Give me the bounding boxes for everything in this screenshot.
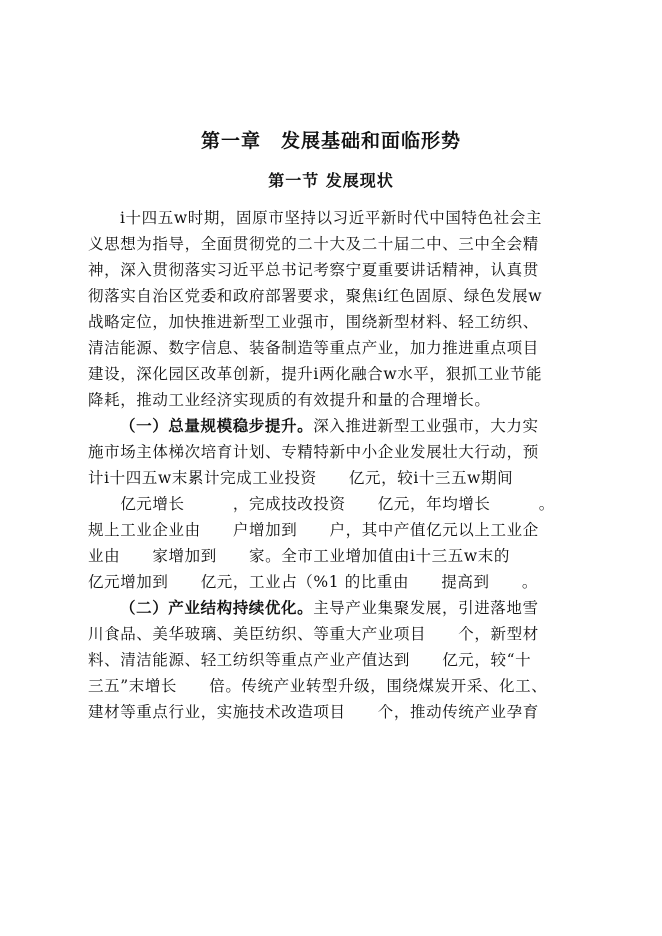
- paragraph-line: 神，深入贯彻落实习近平总书记考察宁夏重要讲话精神，认真贯: [88, 261, 539, 279]
- paragraph-line: 建设，深化园区改革创新，提升i两化融合w水平，狠抓工业节能: [88, 365, 543, 383]
- subsection-heading: （二）产业结构持续优化。: [120, 599, 314, 617]
- paragraph-line: 计i十四五w末累计完成工业投资 亿元，较i十三五w期间: [88, 469, 514, 487]
- paragraph-line: 建材等重点行业，实施技术改造项目 个，推动传统产业孕育: [88, 703, 539, 721]
- paragraph-line: 降耗，推动工业经济实现质的有效提升和量的合理增长。: [88, 391, 491, 409]
- paragraph-line: 业由 家增加到 家。全市工业增加值由i十三五w末的: [88, 547, 510, 565]
- paragraph-line: 三五”末增长 倍。传统产业转型升级，围绕煤炭开采、化工、: [88, 677, 548, 695]
- chapter-title: 第一章 发展基础和面临形势: [200, 130, 461, 152]
- paragraph-text: 主导产业集聚发展，引进落地雪: [313, 599, 539, 617]
- paragraph-line: 规上工业企业由 户增加到 户，其中产值亿元以上工业企: [88, 521, 539, 539]
- paragraph-line: 料、清洁能源、轻工纺织等重点产业产值达到 亿元，较“十: [88, 651, 532, 669]
- subsection-heading: （一）总量规模稳步提升。: [120, 417, 314, 435]
- paragraph-line: [120, 595, 588, 621]
- section-title: 第一节 发展现状: [268, 171, 394, 190]
- paragraph-line: 彻落实自治区党委和政府部署要求，聚焦i红色固原、绿色发展w: [88, 287, 543, 305]
- paragraph-line: 亿元增加到 亿元，工业占（%1 的比重由 提高到 。: [88, 573, 538, 591]
- paragraph-line: 义思想为指导，全面贯彻党的二十大及二十届二中、三中全会精: [88, 235, 539, 253]
- paragraph-line: 清洁能源、数字信息、装备制造等重点产业，加力推进重点项目: [88, 339, 539, 357]
- paragraph-line: 亿元增长 ，完成技改投资 亿元，年均增长 。: [88, 495, 555, 513]
- paragraph-line: 施市场主体梯次培育计划、专精特新中小企业发展壮大行动，预: [88, 443, 539, 461]
- paragraph-line: 川食品、美华玻璃、美臣纺织、等重大产业项目 个，新型材: [88, 625, 539, 643]
- paragraph-line: i十四五w时期，固原市坚持以习近平新时代中国特色社会主: [120, 209, 542, 227]
- paragraph-line: 战略定位，加快推进新型工业强市，围绕新型材料、轻工纺织、: [88, 313, 539, 331]
- paragraph-text: 深入推进新型工业强市，大力实: [313, 417, 539, 435]
- paragraph-line: [120, 413, 588, 439]
